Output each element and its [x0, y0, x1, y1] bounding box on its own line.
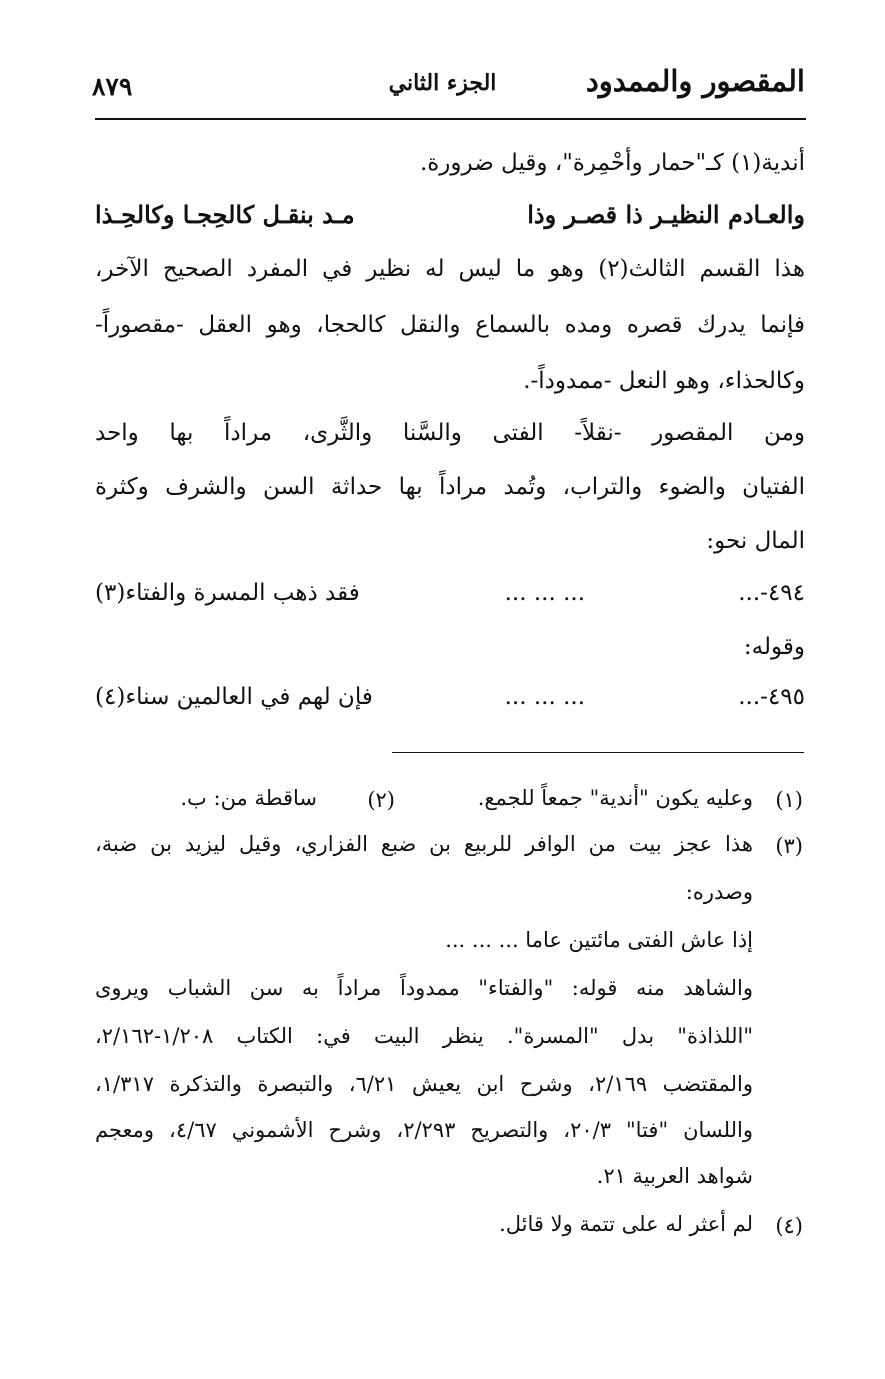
para1-line-3: وكالحذاء، وهو النعل -ممدوداً-.	[523, 368, 805, 394]
body-line-1: أندية(١) كـ"حمار وأحْمِرة"، وقيل ضرورة.	[419, 150, 805, 176]
example-494-text: فقد ذهب المسرة والفتاء(٣)	[95, 580, 360, 606]
footnote-1-number: (١)	[775, 788, 803, 812]
footnote-2-text: ساقطة من: ب.	[180, 786, 317, 810]
footnote-3-verse: إذا عاش الفتى مائتين عاما ... ... ...	[445, 928, 753, 952]
example-495-number: ٤٩٥-...	[738, 684, 805, 710]
footnote-3-number: (٣)	[775, 834, 803, 858]
footnote-3-line-2: وصدره:	[685, 880, 753, 904]
example-495-text: فإن لهم في العالمين سناء(٤)	[95, 684, 373, 710]
example-495-dots: ... ... ...	[504, 684, 585, 710]
footnote-4-number: (٤)	[775, 1214, 803, 1238]
footnote-separator	[392, 752, 804, 753]
footnote-3-line-1: هذا عجز بيت من الوافر للربيع بن ضبع الفزاري، وقيل ليزيد بن ضبة،	[95, 832, 753, 856]
para1-line-1: هذا القسم الثالث(٢) وهو ما ليس له نظير في المفرد الصحيح الآخر،	[95, 256, 805, 282]
running-title: المقصور والممدود	[585, 64, 805, 98]
verse-first-hemistich: والعـادم النظيـر ذا قصـر وذا	[527, 200, 805, 229]
footnote-3-line-6: والمقتضب ٢/١٦٩، وشرح ابن يعيش ٦/٢١، والتبصرة والتذكرة ١/٣١٧،	[95, 1072, 753, 1096]
para2-line-1: ومن المقصور -نقلاً- الفتى والسَّنا والثَّرى، مراداً بها واحد	[95, 420, 805, 446]
para2-line-3: المال نحو:	[706, 528, 805, 554]
footnote-2-number: (٢)	[367, 788, 395, 812]
footnote-3-line-5: "اللذاذة" بدل "المسرة". ينظر البيت في: الكتاب ١/٢٠٨-٢/١٦٢،	[95, 1024, 753, 1048]
header-rule	[95, 118, 806, 120]
footnote-3-line-7: واللسان "فتا" ٢٠/٣، والتصريح ٢/٢٩٣، وشرح الأشموني ٤/٦٧، ومعجم	[95, 1118, 753, 1142]
volume-label: الجزء الثاني	[388, 70, 497, 96]
para1-line-2: فإنما يدرك قصره ومده بالسماع والنقل كالحجا، وهو العقل -مقصوراً-	[95, 312, 805, 338]
example-494-dots: ... ... ...	[504, 580, 585, 606]
footnote-3-line-4: والشاهد منه قوله: "والفتاء" ممدوداً مراداً به سن الشباب ويروى	[95, 976, 753, 1000]
example-494-number: ٤٩٤-...	[738, 580, 805, 606]
page-number: ٨٧٩	[92, 72, 133, 101]
verse-second-hemistich: مـد بنقـل كالحِجـا وكالحِـذا	[95, 200, 355, 229]
footnote-4-text: لم أعثر له على تتمة ولا قائل.	[499, 1212, 753, 1236]
footnote-1-text: وعليه يكون "أندية" جمعاً للجمع.	[477, 786, 753, 810]
qawluh-label: وقوله:	[743, 634, 805, 660]
para2-line-2: الفتيان والضوء والتراب، وتُمد مراداً بها حداثة السن والشرف وكثرة	[95, 474, 805, 500]
footnote-3-line-8: شواهد العربية ٢١.	[596, 1164, 753, 1188]
